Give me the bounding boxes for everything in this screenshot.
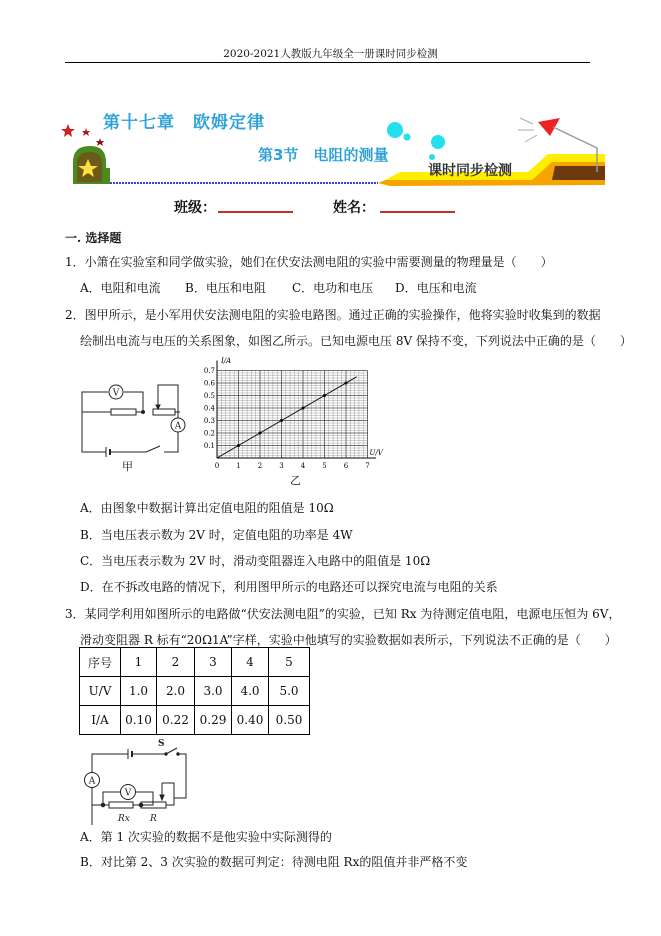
chapter-title: 第十七章 欧姆定律 xyxy=(103,113,265,133)
section-title: 第3节 电阻的测量 xyxy=(258,146,389,164)
rx-label: Rx xyxy=(118,814,130,824)
x-tick-label: 6 xyxy=(343,462,349,470)
q1-option-a: A．电阻和电流 xyxy=(80,281,161,295)
circuit-diagram-q3 xyxy=(76,737,191,825)
switch-label: S xyxy=(158,739,165,749)
bubble-icon xyxy=(387,122,403,138)
data-point xyxy=(237,444,240,447)
x-tick-label: 4 xyxy=(300,462,306,470)
y-tick-label: 0.5 xyxy=(203,392,215,400)
table-cell: 0.10 xyxy=(121,706,157,735)
q1-stem: 1．小箫在实验室和同学做实验，她们在伏安法测电阻的实验中需要测量的物理量是（ ） xyxy=(65,255,553,269)
y-tick-label: 0.7 xyxy=(203,367,215,375)
figure-b-label: 乙 xyxy=(290,474,301,487)
table-cell: 序号 xyxy=(80,648,121,677)
x-tick-label: 3 xyxy=(279,462,284,470)
y-axis-label: I/A xyxy=(221,357,232,365)
table-cell: 4 xyxy=(232,648,269,677)
voltmeter-label: V xyxy=(112,388,120,399)
data-point xyxy=(345,382,348,385)
figure-a-label: 甲 xyxy=(122,460,133,473)
x-tick-label: 1 xyxy=(236,462,241,470)
ammeter-label: A xyxy=(88,776,96,787)
table-cell: I/A xyxy=(80,706,121,735)
y-tick-label: 0.3 xyxy=(203,417,215,425)
voltmeter-label: V xyxy=(124,788,132,799)
q3-stem-line2: 滑动变阻器 R 标有“20Ω1A”字样，实验中他填写的实验数据如表所示，下列说法不正确的是（ ） xyxy=(80,633,617,647)
data-table xyxy=(79,647,310,735)
x-tick-label: 2 xyxy=(257,462,263,470)
q1-option-b: B．电压和电阻 xyxy=(185,281,266,295)
section-heading: 一. 选择题 xyxy=(65,231,122,245)
name-label: 姓名： xyxy=(333,200,375,216)
q1-option-d: D．电压和电流 xyxy=(395,281,477,295)
q1-option-c: C．电功和电压 xyxy=(292,281,374,295)
table-cell: 0.29 xyxy=(195,706,232,735)
q2-option-d: D．在不拆改电路的情况下，利用图甲所示的电路还可以探究电流与电阻的关系 xyxy=(80,580,498,594)
table-cell: 0.40 xyxy=(232,706,269,735)
x-tick-label: 0 xyxy=(214,462,220,470)
table-row xyxy=(80,706,310,735)
y-tick-label: 0.6 xyxy=(203,379,215,388)
class-blank[interactable] xyxy=(218,211,293,213)
table-cell: U/V xyxy=(80,677,121,706)
table-cell: 1.0 xyxy=(121,677,157,706)
q2-stem-line2: 绘制出电流与电压的关系图象，如图乙所示。已知电源电压 8V 保持不变，下列说法中正确的是（ ） xyxy=(80,334,632,348)
table-cell: 2 xyxy=(157,648,195,677)
table-cell: 5.0 xyxy=(269,677,310,706)
data-point xyxy=(302,407,305,410)
q3-stem-line1: 3．某同学利用如图所示的电路做“伏安法测电阻”的实验，已知 Rx 为待测定值电阻，电源电压恒为 6V， xyxy=(65,607,621,621)
table-cell: 4.0 xyxy=(232,677,269,706)
page-header: 2020-2021人教版九年级全一册课时同步检测 xyxy=(223,48,438,60)
table-cell: 0.50 xyxy=(269,706,310,735)
table-cell: 5 xyxy=(269,648,310,677)
name-blank[interactable] xyxy=(380,211,455,213)
ammeter-label: A xyxy=(174,421,182,432)
q2-option-c: C．当电压表示数为 2V 时，滑动变阻器连入电路中的阻值是 10Ω xyxy=(80,554,431,568)
banner-tag: 课时同步检测 xyxy=(428,163,512,179)
table-cell: 3.0 xyxy=(195,677,232,706)
table-cell: 0.22 xyxy=(157,706,195,735)
data-point xyxy=(280,419,283,422)
q2-stem-line1: 2．图甲所示，是小军用伏安法测电阻的实验电路图。通过正确的实验操作，他将实验时收集到的数据 xyxy=(65,308,601,322)
table-cell: 1 xyxy=(121,648,157,677)
header-divider xyxy=(65,62,590,63)
q3-option-a: A．第 1 次实验的数据不是他实验中实际测得的 xyxy=(80,830,332,844)
q2-option-b: B．当电压表示数为 2V 时，定值电阻的功率是 4W xyxy=(80,528,353,542)
q2-option-a: A．由图象中数据计算出定值电阻的阻值是 10Ω xyxy=(80,501,334,515)
iu-graph xyxy=(200,357,383,470)
circuit-diagram-a xyxy=(76,380,186,460)
r-label: R xyxy=(150,814,157,824)
table-cell: 2.0 xyxy=(157,677,195,706)
data-point xyxy=(323,394,326,397)
class-label: 班级： xyxy=(174,200,216,216)
q3-option-b: B．对比第 2、3 次实验的数据可判定：待测电阻 Rx的阻值并非严格不变 xyxy=(80,855,468,869)
x-tick-label: 5 xyxy=(322,462,327,470)
y-tick-label: 0.1 xyxy=(203,442,215,450)
x-axis-label: U/V xyxy=(369,449,383,457)
table-row xyxy=(80,648,310,677)
badge-icon xyxy=(61,124,110,184)
table-row xyxy=(80,677,310,706)
data-point xyxy=(259,432,262,435)
x-tick-label: 7 xyxy=(365,462,370,470)
y-tick-label: 0.2 xyxy=(203,429,215,438)
y-tick-label: 0.4 xyxy=(203,404,215,413)
table-cell: 3 xyxy=(195,648,232,677)
